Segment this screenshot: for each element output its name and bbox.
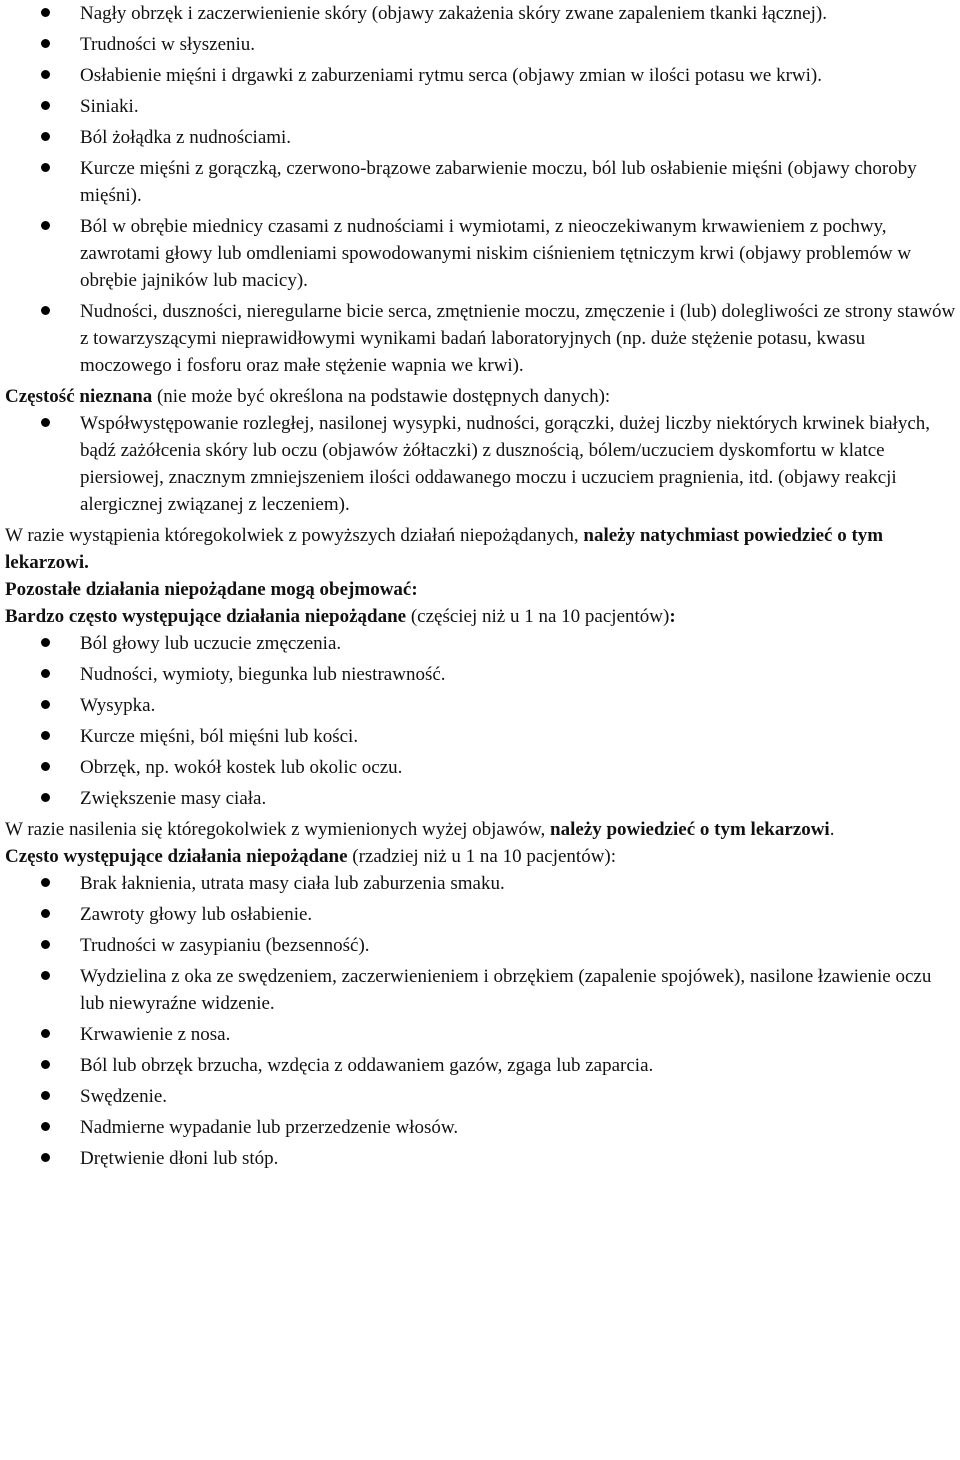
list-item: Współwystępowanie rozległej, nasilonej wysypki, nudności, gorączki, dużej liczby niektórych krwinek białych, bądź zażółcenia skóry lub oczu (objawów żółtaczki) z dusznością, bólem/uczuciem dyskomfortu w klatce piersiowej, znacznym zmniejszeniem ilości oddawanego moczu i uczuciem pragnienia, itd. (objawy reakcji alergicznej związanej z leczeniem). (0, 410, 960, 518)
common-heading (0, 843, 960, 870)
heading-bold: Często występujące działania niepożądane (5, 846, 348, 867)
list-item: Ból w obrębie miednicy czasami z nudnościami i wymiotami, z nieoczekiwanym krwawieniem z pochwy, zawrotami głowy lub omdleniami spowodowanymi niskim ciśnieniem tętniczym krwi (objawy problemów w obrębie jajników lub macicy). (0, 213, 960, 294)
list-item: Nudności, duszności, nieregularne bicie serca, zmętnienie moczu, zmęczenie i (lub) dolegliwości ze strony stawów z towarzyszącymi nieprawidłowymi wynikami badań laboratoryjnych (np. duże stężenie potasu, kwasu moczowego i fosforu oraz małe stężenie wapnia we krwi). (0, 298, 960, 379)
list-item: Wydzielina z oka ze swędzeniem, zaczerwienieniem i obrzękiem (zapalenie spojówek), nasilone łzawienie oczu lub niewyraźne widzenie. (0, 963, 960, 1017)
list-item: Trudności w zasypianiu (bezsenność). (0, 932, 960, 959)
very-common-heading (0, 603, 960, 630)
heading-rest: (rzadziej niż u 1 na 10 pacjentów): (347, 846, 617, 867)
list-item: Nudności, wymioty, biegunka lub niestrawność. (0, 661, 960, 688)
very-common-list (0, 630, 960, 812)
list-item: Siniaki. (0, 93, 960, 120)
list-item: Zwiększenie masy ciała. (0, 785, 960, 812)
serious-effects-list (0, 0, 960, 379)
list-item: Obrzęk, np. wokół kostek lub okolic oczu. (0, 754, 960, 781)
list-item: Ból żołądka z nudnościami. (0, 124, 960, 151)
warning-text: W razie wystąpienia któregokolwiek z powyższych działań niepożądanych, (5, 525, 584, 546)
list-item: Brak łaknienia, utrata masy ciała lub zaburzenia smaku. (0, 870, 960, 897)
list-item: Nagły obrzęk i zaczerwienienie skóry (objawy zakażenia skóry zwane zapaleniem tkanki łącznej). (0, 0, 960, 27)
list-item: Wysypka. (0, 692, 960, 719)
list-item: Osłabienie mięśni i drgawki z zaburzeniami rytmu serca (objawy zmian w ilości potasu we krwi). (0, 62, 960, 89)
list-item: Ból lub obrzęk brzucha, wzdęcia z oddawaniem gazów, zgaga lub zaparcia. (0, 1052, 960, 1079)
heading-rest: (częściej niż u 1 na 10 pacjentów) (406, 606, 670, 627)
list-item: Drętwienie dłoni lub stóp. (0, 1145, 960, 1172)
heading-bold: Częstość nieznana (5, 386, 153, 407)
frequency-unknown-list (0, 410, 960, 518)
list-item: Zawroty głowy lub osłabienie. (0, 901, 960, 928)
warning-text: W razie nasilenia się któregokolwiek z wymienionych wyżej objawów, (5, 819, 551, 840)
other-effects-heading (0, 576, 960, 603)
warning-bold: należy powiedzieć o tym lekarzowi (550, 819, 830, 840)
warning-immediate (0, 522, 960, 576)
warning-tell-doctor (0, 816, 960, 843)
heading-bold: Pozostałe działania niepożądane mogą obejmować: (5, 579, 418, 600)
list-item: Nadmierne wypadanie lub przerzedzenie włosów. (0, 1114, 960, 1141)
list-item: Trudności w słyszeniu. (0, 31, 960, 58)
frequency-unknown-heading (0, 383, 960, 410)
common-list (0, 870, 960, 1172)
list-item: Kurcze mięśni z gorączką, czerwono-brązowe zabarwienie moczu, ból lub osłabienie mięśni (objawy choroby mięśni). (0, 155, 960, 209)
heading-bold: Bardzo często występujące działania niepożądane (5, 606, 407, 627)
list-item: Ból głowy lub uczucie zmęczenia. (0, 630, 960, 657)
list-item: Kurcze mięśni, ból mięśni lub kości. (0, 723, 960, 750)
warning-bold: należy natychmiast powiedzieć o tym lekarzowi. (5, 525, 884, 573)
heading-colon: : (669, 606, 676, 627)
list-item: Swędzenie. (0, 1083, 960, 1110)
heading-rest: (nie może być określona na podstawie dostępnych danych): (152, 386, 611, 407)
warning-end: . (829, 819, 835, 840)
list-item: Krwawienie z nosa. (0, 1021, 960, 1048)
